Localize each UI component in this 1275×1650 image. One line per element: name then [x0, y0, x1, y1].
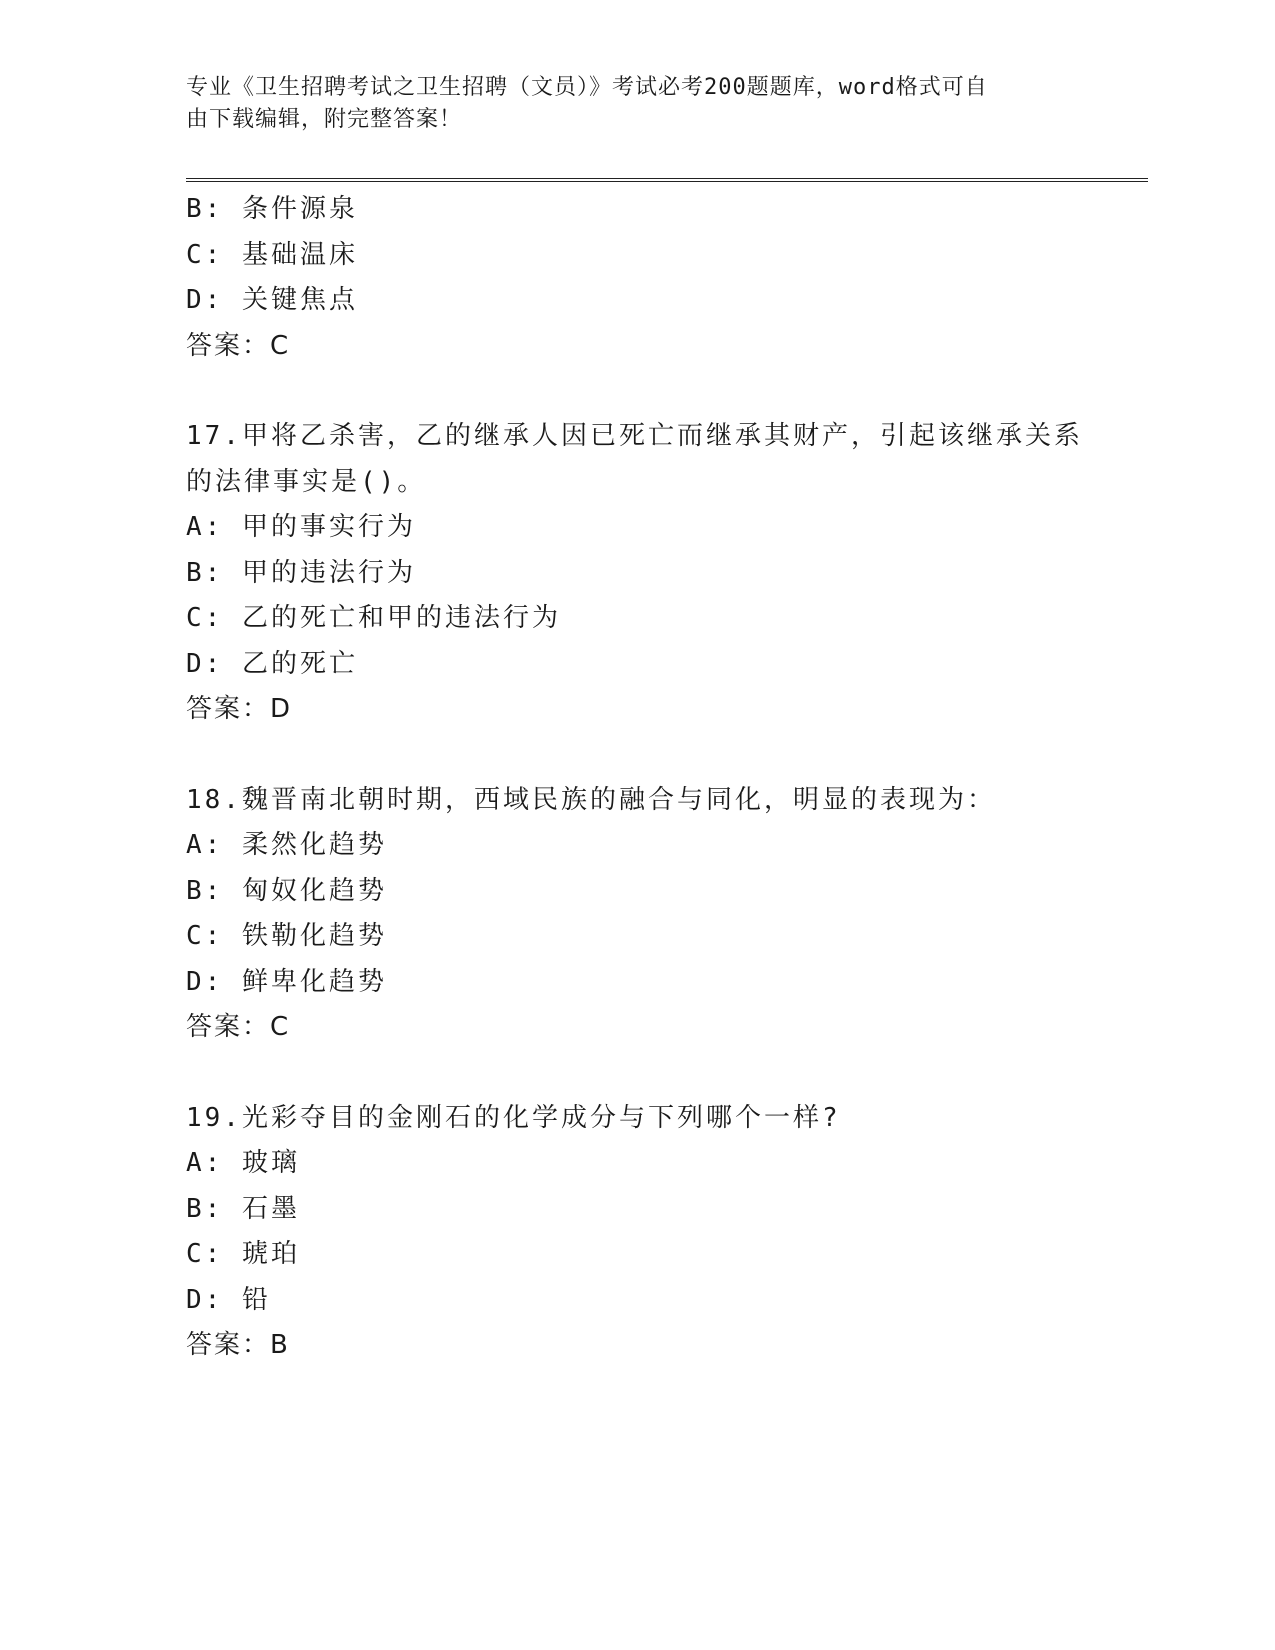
option: D: 乙的死亡	[186, 648, 358, 679]
option: D: 关键焦点	[186, 285, 358, 315]
answer: 答案：B	[186, 1330, 290, 1360]
answer: 答案：C	[186, 1012, 291, 1042]
document-header	[186, 72, 1066, 136]
spacer	[186, 369, 1086, 414]
question-stem: 18.魏晋南北朝时期，西域民族的融合与同化，明显的表现为：	[186, 784, 996, 815]
option: B: 条件源泉	[186, 194, 358, 224]
option: B: 甲的违法行为	[186, 557, 416, 588]
answer: 答案：C	[186, 330, 291, 361]
header-line-2: 由下载编辑，附完整答案！	[186, 107, 463, 132]
option: A: 甲的事实行为	[186, 512, 416, 542]
option: C: 琥珀	[186, 1239, 300, 1269]
question-stem: 的法律事实是()。	[186, 466, 427, 497]
spacer	[186, 1051, 1086, 1096]
option: D: 铅	[186, 1284, 271, 1315]
question-19	[186, 1096, 1086, 1369]
option: D: 鲜卑化趋势	[186, 966, 387, 997]
question-list	[186, 187, 1086, 1369]
header-line-1: 专业《卫生招聘考试之卫生招聘（文员）》考试必考200题题库，word格式可自	[186, 75, 988, 100]
option: A: 玻璃	[186, 1148, 300, 1178]
option: C: 铁勒化趋势	[186, 921, 387, 951]
question-17	[186, 414, 1086, 733]
question-stem: 19.光彩夺目的金刚石的化学成分与下列哪个一样?	[186, 1102, 841, 1133]
option: B: 石墨	[186, 1193, 300, 1224]
option: B: 匈奴化趋势	[186, 875, 387, 906]
option: A: 柔然化趋势	[186, 830, 387, 860]
option: C: 乙的死亡和甲的违法行为	[186, 603, 561, 633]
header-divider	[186, 178, 1148, 182]
partial-question	[186, 187, 1086, 369]
answer: 答案：D	[186, 694, 293, 724]
spacer	[186, 733, 1086, 778]
option: C: 基础温床	[186, 239, 358, 270]
question-18	[186, 778, 1086, 1051]
question-stem: 17.甲将乙杀害，乙的继承人因已死亡而继承其财产，引起该继承关系	[186, 421, 1083, 451]
